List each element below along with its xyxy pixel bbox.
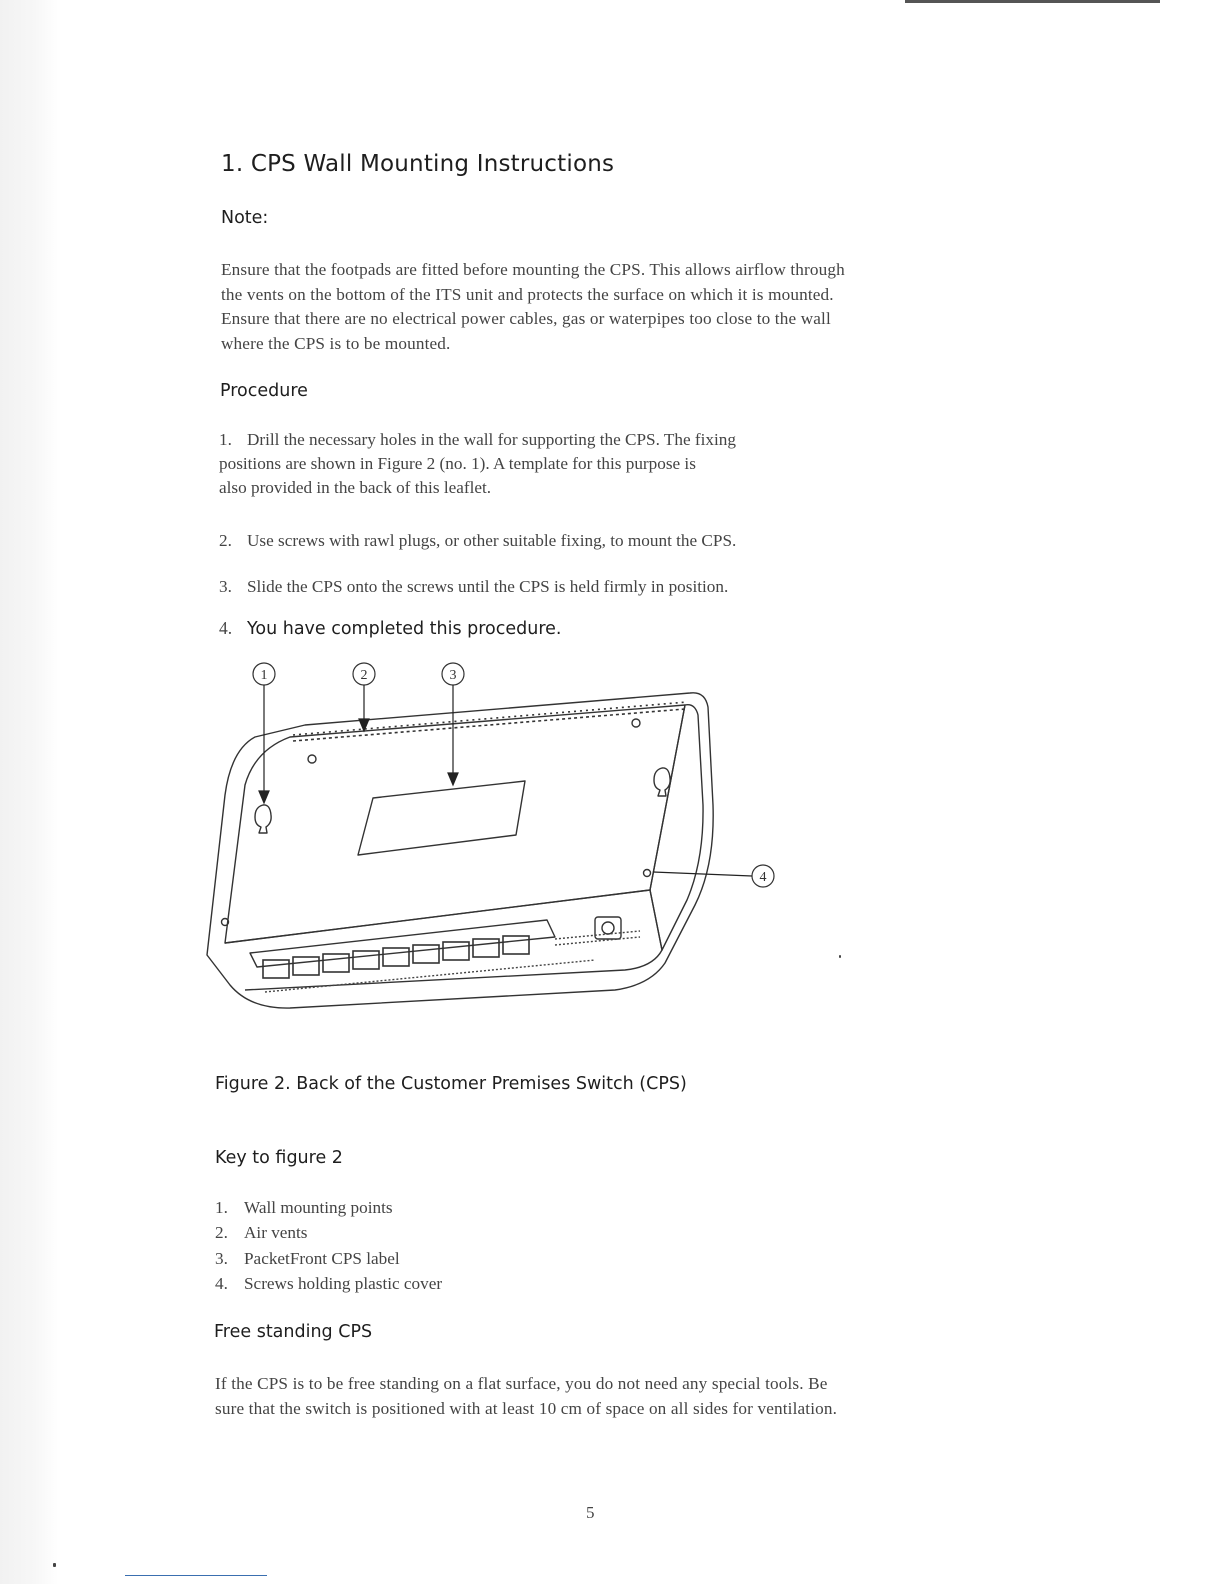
callout-4-number: 4: [759, 870, 767, 885]
callout-1-arrow: [259, 791, 269, 803]
callout-4-leader: [653, 872, 752, 876]
cps-front-edge: [225, 890, 662, 990]
note-line: Ensure that the footpads are fitted before mounting the CPS. This allows airflow through: [221, 260, 845, 279]
step-text: You have completed this procedure.: [247, 619, 562, 639]
key-item: [215, 1220, 442, 1245]
step-number: 3.: [219, 577, 232, 596]
free-standing-paragraph: [215, 1372, 837, 1421]
bottom-link-rule: [125, 1575, 267, 1576]
screw-hole: [632, 719, 640, 727]
key-item-text: Wall mounting points: [244, 1198, 393, 1217]
step-number: 2.: [219, 531, 232, 550]
step-text: also provided in the back of this leaflet.: [219, 478, 492, 497]
step-text: positions are shown in Figure 2 (no. 1). A template for this purpose is: [219, 454, 696, 473]
air-vents-front: [265, 931, 640, 992]
note-line: where the CPS is to be mounted.: [221, 333, 451, 353]
procedure-step-2: [219, 529, 736, 553]
step-text: Drill the necessary holes in the wall for supporting the CPS. The fixing: [247, 430, 736, 449]
procedure-heading: Procedure: [220, 381, 308, 401]
key-item-number: 2.: [215, 1223, 228, 1243]
step-number: 1.: [219, 430, 232, 449]
top-scan-rule: [905, 0, 1160, 3]
cps-back-illustration: [195, 655, 795, 1035]
key-list: [215, 1195, 442, 1296]
page-title: 1. CPS Wall Mounting Instructions: [221, 151, 615, 177]
note-line: the vents on the bottom of the ITS unit and protects the surface on which it is mounted.: [221, 284, 834, 304]
cps-side-panel: [650, 705, 703, 950]
scan-speck: [839, 955, 841, 958]
key-item-text: PacketFront CPS label: [244, 1248, 400, 1268]
procedure-step-3: [219, 575, 728, 599]
step-text: Use screws with rawl plugs, or other suitable fixing, to mount the CPS.: [247, 531, 737, 550]
figure-caption: Figure 2. Back of the Customer Premises Switch (CPS): [215, 1074, 687, 1094]
key-item-text: Air vents: [244, 1223, 308, 1243]
wall-mount-keyhole: [654, 768, 670, 796]
key-heading: Key to figure 2: [215, 1148, 343, 1168]
power-socket-hole: [602, 922, 614, 934]
procedure-step-4: [219, 618, 562, 639]
cps-port-bay: [250, 920, 555, 967]
note-line: Ensure that there are no electrical power cables, gas or waterpipes too close to the wall: [221, 309, 831, 328]
key-item-number: 1.: [215, 1198, 228, 1217]
callout-3-arrow: [448, 773, 458, 785]
power-socket: [595, 917, 621, 939]
network-ports: [263, 936, 529, 978]
key-item: [215, 1246, 442, 1271]
key-item: [215, 1271, 442, 1296]
cps-label-area: [358, 781, 525, 855]
page-number: 5: [586, 1503, 595, 1522]
step-text: Slide the CPS onto the screws until the CPS is held firmly in position.: [247, 577, 729, 596]
free-standing-line: If the CPS is to be free standing on a flat surface, you do not need any special tools. Be: [215, 1374, 828, 1393]
procedure-step-1: [219, 428, 736, 500]
scan-speck: [53, 1563, 56, 1567]
callout-1-number: 1: [260, 668, 268, 683]
free-standing-heading: Free standing CPS: [214, 1322, 373, 1342]
screw-hole: [644, 870, 651, 877]
wall-mount-keyhole: [255, 805, 271, 833]
free-standing-line: sure that the switch is positioned with at least 10 cm of space on all sides for ventilation.: [215, 1398, 838, 1418]
callout-2-number: 2: [360, 668, 368, 683]
scan-edge-shadow: [0, 0, 58, 1584]
note-paragraph: [221, 258, 845, 356]
note-heading: Note:: [221, 208, 269, 228]
step-number: 4.: [219, 618, 233, 638]
screw-hole: [308, 755, 316, 763]
key-item-text: Screws holding plastic cover: [244, 1273, 443, 1293]
key-item-number: 4.: [215, 1273, 228, 1293]
callout-3-number: 3: [449, 668, 457, 683]
key-item: [215, 1195, 442, 1220]
key-item-number: 3.: [215, 1248, 228, 1268]
